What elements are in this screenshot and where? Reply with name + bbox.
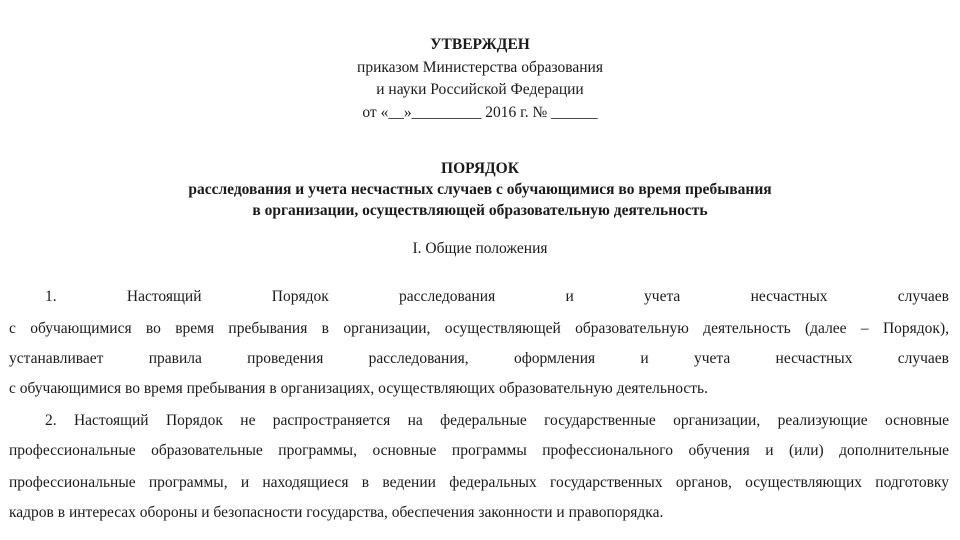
approval-date-number-line: от «__»_________ 2016 г. № ______ [362, 103, 598, 121]
paragraph-2-line-4: кадров в интересах обороны и безопасности государства, обеспечения законности и правопорядка. [9, 504, 664, 521]
document-title-block [100, 158, 860, 221]
paragraph-1-line-4: с обучающимися во время пребывания в организациях, осуществляющих образовательную деятельность. [9, 380, 708, 397]
approval-ministry-line: и науки Российской Федерации [376, 81, 584, 98]
paragraph-2-line-2: профессиональные образовательные программы, основные программы профессионального обучения и (или) дополнительные [9, 442, 949, 459]
paragraph-2-line-3: профессиональные программы, и находящиеся в ведении федеральных государственных органов, осуществляющих подготовку [9, 474, 949, 491]
document-title: ПОРЯДОК [441, 160, 519, 177]
section-heading: I. Общие положения [412, 240, 548, 257]
document-subtitle-line-2: в организации, осуществляющей образовательную деятельность [252, 202, 708, 219]
approval-title: УТВЕРЖДЕН [430, 36, 530, 53]
approval-order-line: приказом Министерства образования [357, 58, 603, 76]
approval-block [300, 34, 660, 124]
paragraph-1-line-1: 1. Настоящий Порядок расследования и учета несчастных случаев [45, 288, 949, 305]
paragraph-2-line-1: 2. Настоящий Порядок не распространяется на федеральные государственные организации, реализующие основные [45, 412, 949, 429]
document-subtitle-line-1: расследования и учета несчастных случаев с обучающимися во время пребывания [188, 181, 772, 198]
paragraph-1-line-2: с обучающимися во время пребывания в организации, осуществляющей образовательную деятельность (далее – Порядок), [9, 320, 949, 337]
paragraph-1-line-3: устанавливает правила проведения расследования, оформления и учета несчастных случаев [9, 350, 949, 367]
